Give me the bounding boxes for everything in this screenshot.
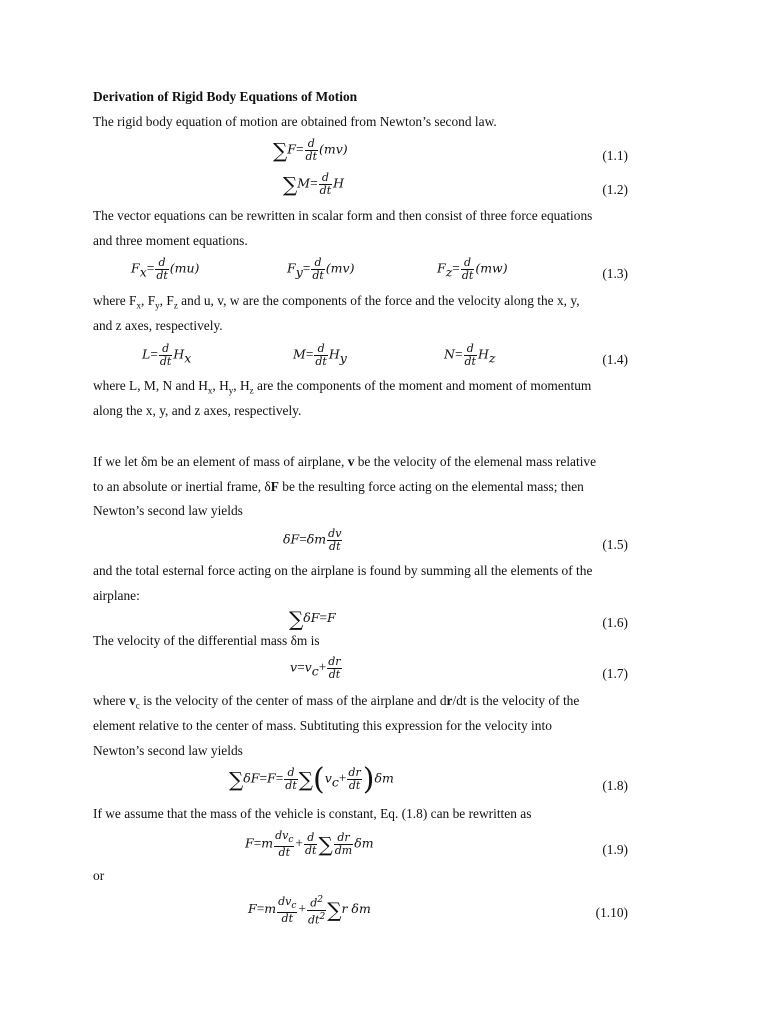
paragraph-element-2: to an absolute or inertial frame, δF be the resulting force acting on the elemental mass; then xyxy=(93,479,584,494)
equation-1-4a: L= $\frac{d}{dt}$ $H_x$ xyxy=(142,342,192,368)
paragraph-vector-2: and three moment equations. xyxy=(93,233,248,248)
equation-number: (1.6) xyxy=(602,615,628,630)
equation-1-3b: $F_y=$ $\frac{d}{dt}$ (mv) xyxy=(287,256,355,282)
equation-number: (1.1) xyxy=(602,148,628,163)
paragraph-components: where $F_x$, $F_y$, $F_z$ and u, v, w are the components of the force and the velocity along the x, y, xyxy=(93,293,580,311)
equation-number: (1.2) xyxy=(602,182,628,197)
equation-number: (1.9) xyxy=(602,842,628,857)
equation-number: (1.8) xyxy=(602,778,628,793)
equation-number: (1.5) xyxy=(602,537,628,552)
paragraph-or: or xyxy=(93,868,105,883)
equation-1-1: ∑F= $\frac{d}{dt}$ (mv) xyxy=(273,137,348,163)
equation-1-2: ∑M= $\frac{d}{dt}$ H xyxy=(283,171,345,197)
paragraph-center: where $v_c$ is the velocity of the center of mass of the airplane and dr/dt is the velocity of the xyxy=(93,693,580,711)
paragraph-moments-2: along the x, y, and z axes, respectively. xyxy=(93,403,302,418)
equation-1-4b: M= $\frac{d}{dt}$ $H_y$ xyxy=(293,342,347,368)
equation-1-10: F=m $\frac{dv_c}{dt}$ + $\frac{d^2}{dt^2}$ ∑r δm xyxy=(248,894,371,927)
paragraph-center-2: element relative to the center of mass. Subtituting this expression for the velocity into xyxy=(93,718,552,733)
paragraph-element: If we let δm be an element of mass of airplane, v be the velocity of the elemenal mass relative xyxy=(93,454,597,469)
equation-1-3a: $F_x=$ $\frac{d}{dt}$ (mu) xyxy=(131,256,200,282)
paragraph-center-3: Newton’s second law yields xyxy=(93,743,243,758)
paragraph-element-3: Newton’s second law yields xyxy=(93,503,243,518)
equation-1-7: $v=v_c+$ $\frac{dr}{dt}$ xyxy=(290,655,341,681)
equation-1-9: F=m $\frac{dv_c}{dt}$ + $\frac{d}{dt}$ ∑ $\frac{dr}{dm}$ δm xyxy=(245,829,374,860)
equation-number: (1.4) xyxy=(602,352,628,367)
paragraph-total: and the total esternal force acting on the airplane is found by summing all the elements of the xyxy=(93,563,593,578)
equation-1-6: ∑δF=F xyxy=(289,607,336,631)
paragraph-intro: The rigid body equation of motion are obtained from Newton’s second law. xyxy=(93,114,497,129)
paragraph-assume: If we assume that the mass of the vehicle is constant, Eq. (1.8) can be rewritten as xyxy=(93,806,532,821)
equation-number: (1.10) xyxy=(595,905,628,920)
equation-1-8: ∑δF=F= $\frac{d}{dt}$ $\sum(v_c+$ $\frac{dr}{dt}$ )δm xyxy=(229,762,394,797)
equation-1-4c: N= $\frac{d}{dt}$ $H_z$ xyxy=(444,342,496,368)
heading: Derivation of Rigid Body Equations of Motion xyxy=(93,89,358,104)
paragraph-velocity: The velocity of the differential mass δm is xyxy=(93,633,320,648)
paragraph-moments: where L, M, N and $H_x$, $H_y$, $H_z$ are the components of the moment and moment of momentum xyxy=(93,378,592,396)
paragraph-components-2: and z axes, respectively. xyxy=(93,318,223,333)
paragraph-vector: The vector equations can be rewritten in scalar form and then consist of three force equations xyxy=(93,208,593,223)
equation-1-5: δF=δm $\frac{dv}{dt}$ xyxy=(283,527,342,553)
equation-1-3c: $F_z=$ $\frac{d}{dt}$ (mw) xyxy=(437,256,508,282)
paragraph-total-2: airplane: xyxy=(93,588,140,603)
equation-number: (1.7) xyxy=(602,666,628,681)
equation-number: (1.3) xyxy=(602,266,628,281)
